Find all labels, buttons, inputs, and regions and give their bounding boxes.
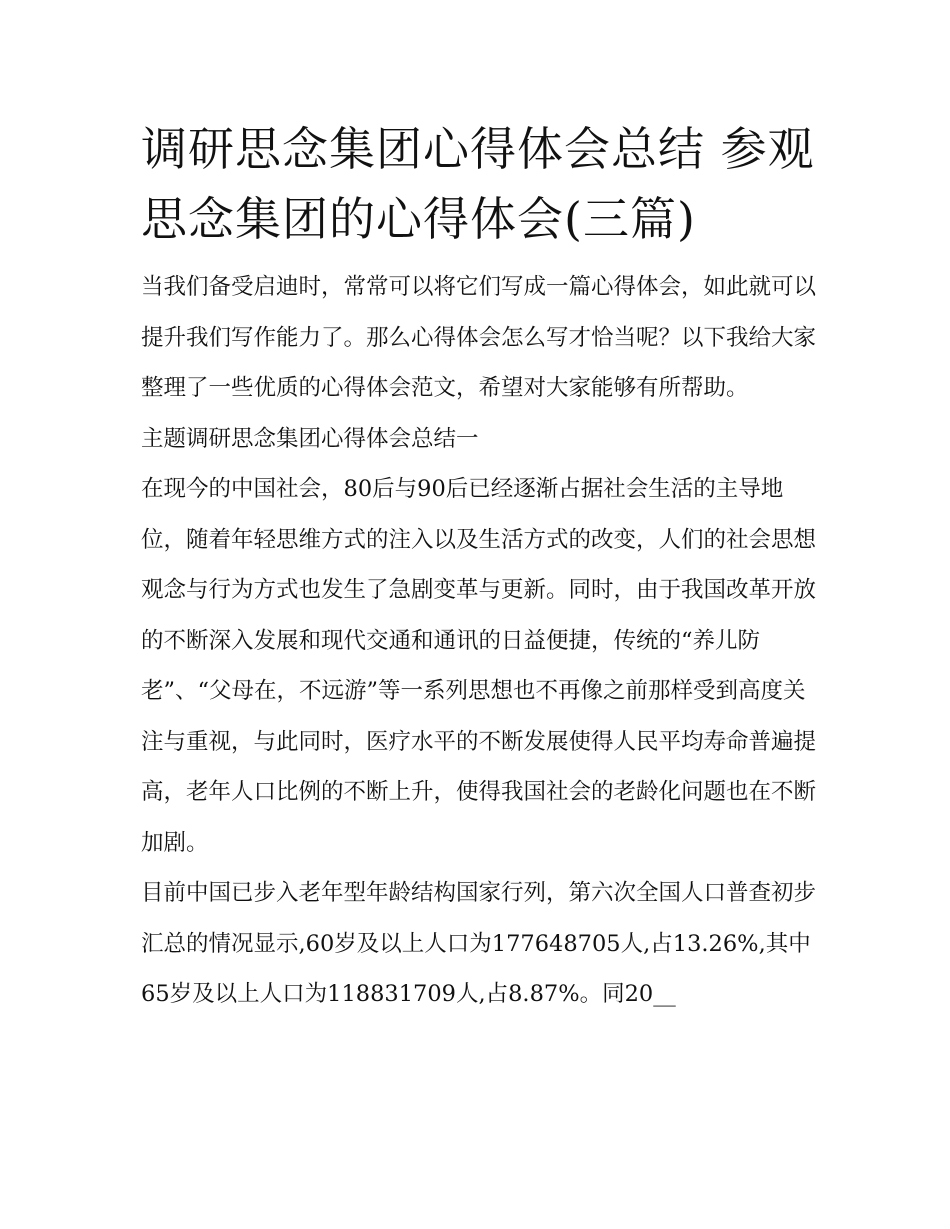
paragraph-intro: 当我们备受启迪时，常常可以将它们写成一篇心得体会，如此就可以提升我们写作能力了。那么心得体会怎么写才恰当呢？以下我给大家整理了一些优质的心得体会范文，希望对大家能够有所帮助。 (141, 274, 817, 401)
paragraph-society: 在现今的中国社会，80后与90后已经逐渐占据社会生活的主导地位，随着年轻思维方式的注入以及生活方式的改变，人们的社会思想观念与行为方式也发生了急剧变革与更新。同时，由于我国改革开放的不断深入发展和现代交通和通讯的日益便捷，传统的“养儿防老”、“父母在，不远游”等一系列思想也不再像之前那样受到高度关注与重视，与此同时，医疗水平的不断发展使得人民平均寿命普遍提高，老年人口比例的不断上升，使得我国社会的老龄化问题也在不断加剧。 (141, 476, 817, 856)
paragraph-census: 目前中国已步入老年型年龄结构国家行列，第六次全国人口普查初步汇总的情况显示,60岁及以上人口为177648705人,占13.26%,其中65岁及以上人口为118831709人,占8.87%。同20__ (141, 880, 817, 1007)
document-title: 调研思念集团心得体会总结 参观思念集团的心得体会(三篇) (141, 122, 815, 246)
document-body (141, 114, 816, 1020)
section-heading: 主题调研思念集团心得体会总结一 (141, 425, 479, 452)
